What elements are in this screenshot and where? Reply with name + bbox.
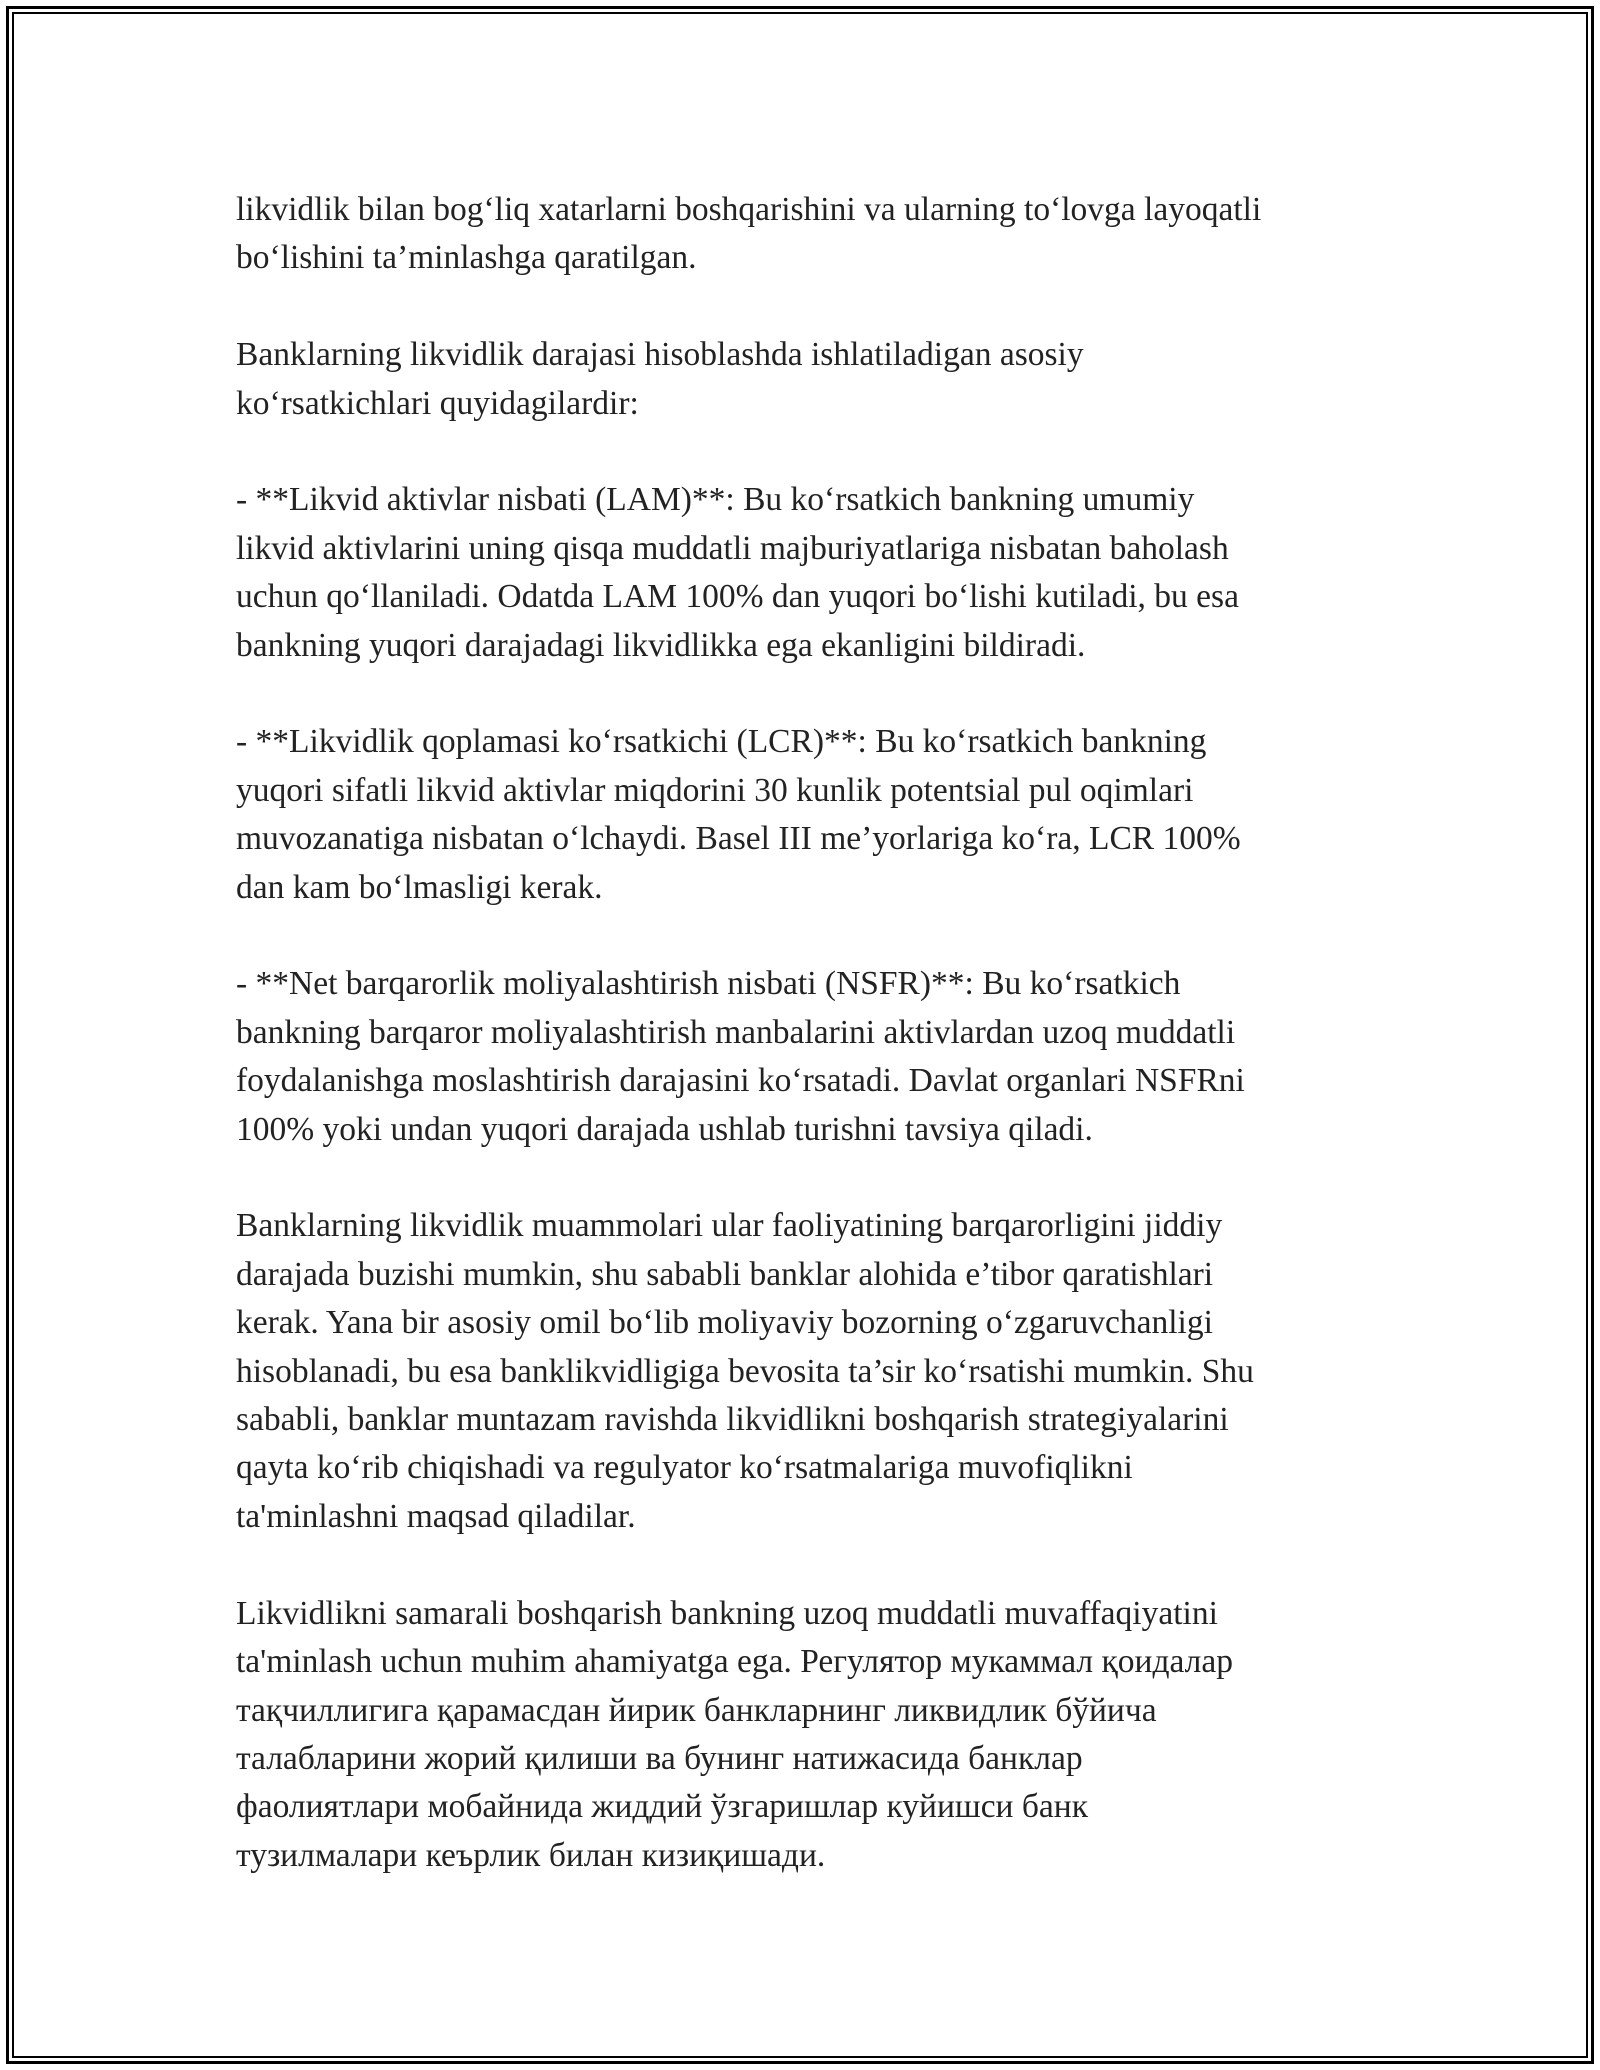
paragraph bbox=[236, 331, 1376, 428]
paragraph bbox=[236, 960, 1376, 1154]
text-line: ta'minlash uchun muhim ahamiyatga ega. Регулятор мукаммал қоидалар bbox=[236, 1643, 1234, 1681]
text-line: bankning barqaror moliyalashtirish manbalarini aktivlardan uzoq muddatli bbox=[236, 1013, 1236, 1051]
text-line: тақчиллигига қарамасдан йирик банкларнинг ликвидлик бўйича bbox=[236, 1691, 1157, 1729]
text-line: muvozanatiga nisbatan o‘lchaydi. Basel III me’yorlariga ko‘ra, LCR 100% bbox=[236, 820, 1241, 858]
text-line: Likvidlikni samarali boshqarish bankning uzoq muddatli muvaffaqiyatini bbox=[236, 1594, 1218, 1632]
text-line: - **Likvid aktivlar nisbati (LAM)**: Bu ko‘rsatkich bankning umumiy bbox=[236, 481, 1195, 519]
text-line: likvidlik bilan bog‘liq xatarlarni boshqarishini va ularning to‘lovga layoqatli bbox=[236, 191, 1262, 228]
paragraph bbox=[236, 476, 1376, 670]
text-line: - **Likvidlik qoplamasi ko‘rsatkichi (LCR)**: Bu ko‘rsatkich bankning bbox=[236, 723, 1207, 761]
text-line: likvid aktivlarini uning qisqa muddatli majburiyatlariga nisbatan baholash bbox=[236, 529, 1229, 567]
paragraph bbox=[236, 1590, 1376, 1880]
paragraph bbox=[236, 186, 1376, 283]
text-line: 100% yoki undan yuqori darajada ushlab turishni tavsiya qiladi. bbox=[236, 1110, 1093, 1148]
text-line: darajada buzishi mumkin, shu sababli banklar alohida e’tibor qaratishlari bbox=[236, 1255, 1214, 1293]
document-body bbox=[236, 186, 1376, 1929]
paragraph bbox=[236, 1202, 1376, 1541]
text-line: qayta ko‘rib chiqishadi va regulyator ko‘rsatmalariga muvofiqlikni bbox=[236, 1449, 1133, 1487]
text-line: hisoblanadi, bu esa banklikvidligiga bevosita ta’sir ko‘rsatishi mumkin. Shu bbox=[236, 1352, 1254, 1390]
text-line: bankning yuqori darajadagi likvidlikka ega ekanligini bildiradi. bbox=[236, 626, 1086, 664]
text-line: foydalanishga moslashtirish darajasini ko‘rsatadi. Davlat organlari NSFRni bbox=[236, 1062, 1245, 1100]
text-line: bo‘lishini ta’minlashga qaratilgan. bbox=[236, 239, 697, 277]
text-line: талабларини жорий қилиши ва бунинг натижасида банклар bbox=[236, 1739, 1083, 1777]
text-line: dan kam bo‘lmasligi kerak. bbox=[236, 868, 603, 906]
text-line: uchun qo‘llaniladi. Odatda LAM 100% dan yuqori bo‘lishi kutiladi, bu esa bbox=[236, 578, 1239, 616]
text-line: ko‘rsatkichlari quyidagilardir: bbox=[236, 384, 639, 422]
paragraph bbox=[236, 718, 1376, 912]
text-line: yuqori sifatli likvid aktivlar miqdorini 30 kunlik potentsial pul oqimlari bbox=[236, 771, 1194, 809]
text-line: ta'minlashni maqsad qiladilar. bbox=[236, 1497, 636, 1535]
text-line: sababli, banklar muntazam ravishda likvidlikni boshqarish strategiyalarini bbox=[236, 1401, 1229, 1439]
text-line: тузилмалари кеърлик билан кизиқишади. bbox=[236, 1836, 826, 1874]
text-line: kerak. Yana bir asosiy omil bo‘lib moliyaviy bozorning o‘zgaruvchanligi bbox=[236, 1304, 1213, 1342]
text-line: Banklarning likvidlik muammolari ular faoliyatining barqarorligini jiddiy bbox=[236, 1207, 1223, 1245]
text-line: - **Net barqarorlik moliyalashtirish nisbati (NSFR)**: Bu ko‘rsatkich bbox=[236, 965, 1181, 1003]
text-line: Banklarning likvidlik darajasi hisoblashda ishlatiladigan asosiy bbox=[236, 336, 1084, 374]
text-line: фаолиятлари мобайнида жиддий ўзгаришлар куйишси банк bbox=[236, 1788, 1088, 1826]
